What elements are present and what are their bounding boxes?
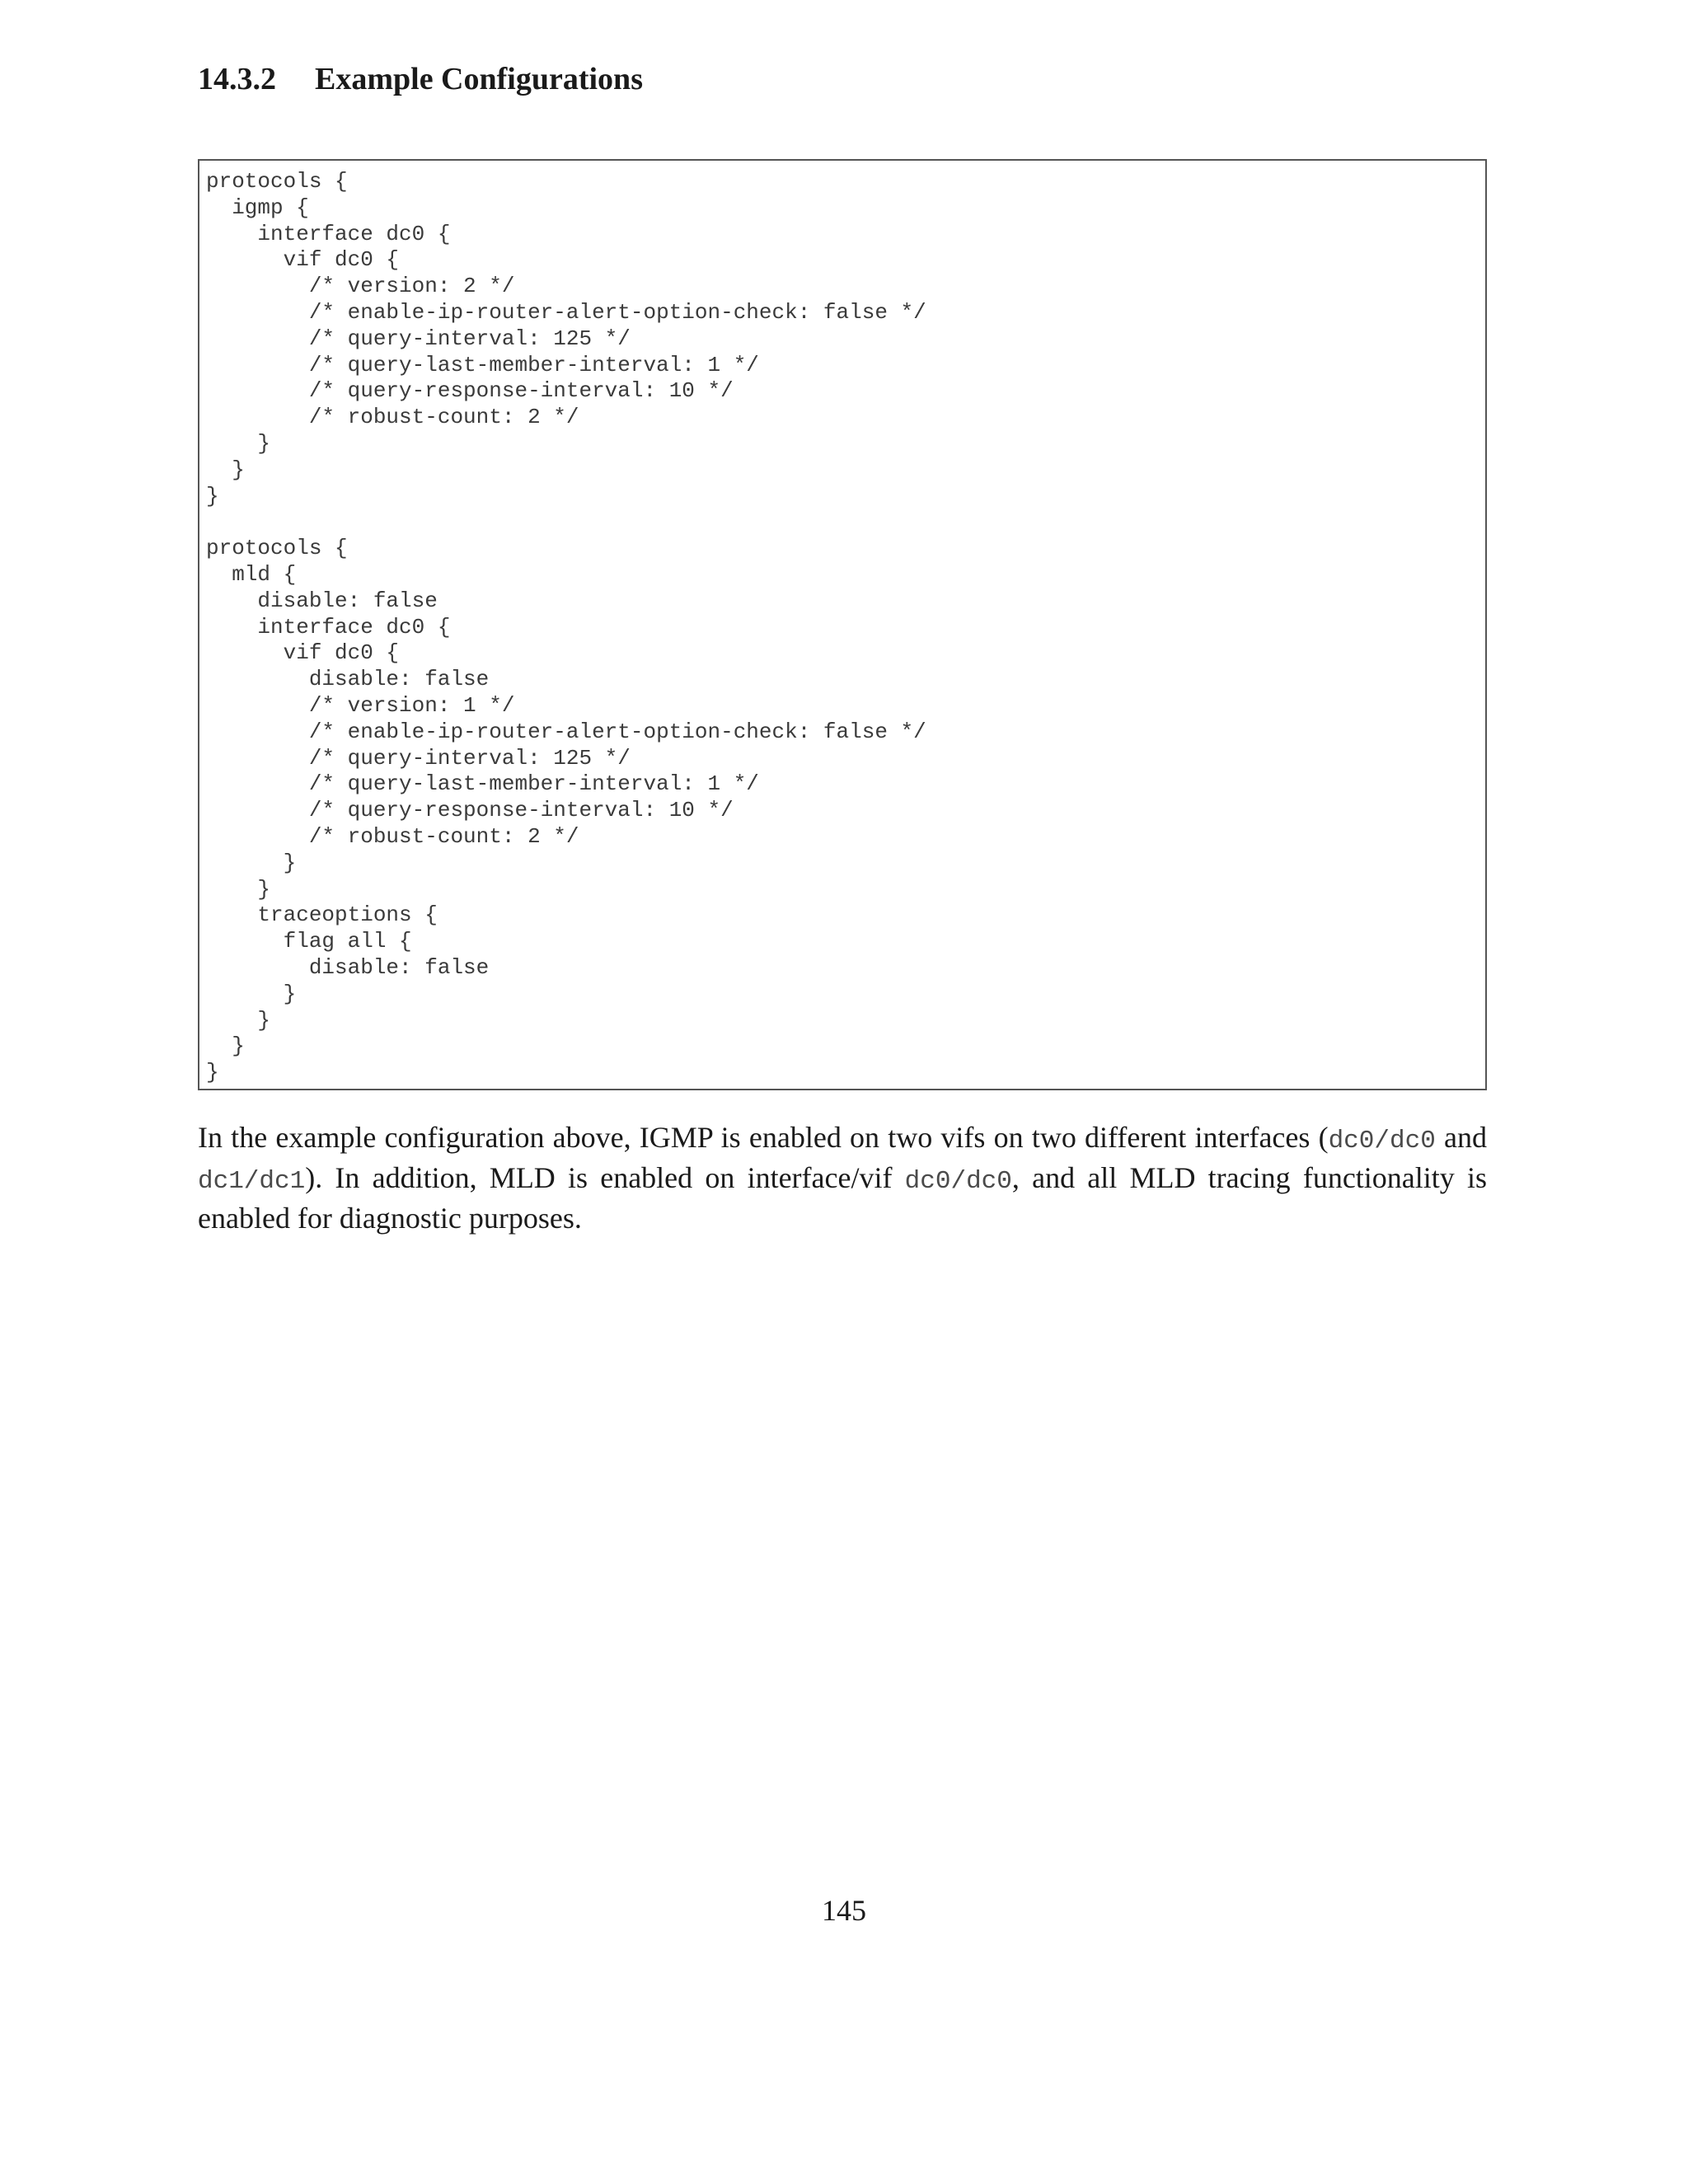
code-line: /* enable-ip-router-alert-option-check: false */	[206, 719, 926, 744]
code-line: /* query-last-member-interval: 1 */	[206, 352, 759, 377]
code-line: }	[206, 1033, 245, 1059]
code-line: /* query-interval: 125 */	[206, 326, 631, 351]
inline-code: dc0/dc0	[904, 1167, 1012, 1196]
code-line: flag all {	[206, 929, 412, 954]
code-line: interface dc0 {	[206, 614, 451, 640]
code-line: /* robust-count: 2 */	[206, 405, 579, 430]
code-line: /* robust-count: 2 */	[206, 823, 579, 849]
code-line: /* query-last-member-interval: 1 */	[206, 771, 759, 797]
code-line: interface dc0 {	[206, 221, 451, 246]
code-line: traceoptions {	[206, 902, 438, 928]
code-line: igmp {	[206, 194, 309, 220]
code-line: /* query-interval: 125 */	[206, 745, 631, 771]
paragraph-text: , and all MLD tracing functionality is enabled for diagnostic purposes.	[198, 1161, 1488, 1235]
code-line: vif dc0 {	[206, 247, 400, 273]
code-line: disable: false	[206, 954, 490, 980]
page-number: 145	[822, 1894, 866, 1927]
code-line: }	[206, 981, 297, 1006]
code-line: /* query-response-interval: 10 */	[206, 378, 734, 404]
code-line: }	[206, 457, 245, 482]
code-line: }	[206, 1007, 271, 1033]
paragraph-text: and	[1435, 1121, 1487, 1154]
code-line: disable: false	[206, 588, 438, 613]
code-listing	[198, 159, 1487, 1090]
code-line: }	[206, 1060, 219, 1085]
section-number: 14.3.2	[198, 62, 276, 96]
code-line: protocols {	[206, 536, 348, 561]
code-line: }	[206, 483, 219, 509]
code-line: }	[206, 430, 271, 456]
inline-code: dc0/dc0	[1328, 1127, 1436, 1155]
paragraph-text: ). In addition, MLD is enabled on interface/vif	[305, 1161, 905, 1194]
code-line	[206, 509, 1485, 536]
code-line: }	[206, 850, 297, 875]
code-line: vif dc0 {	[206, 640, 400, 666]
code-line: }	[206, 876, 271, 902]
paragraph-text: In the example configuration above, IGMP is enabled on two vifs on two different interfaces (	[198, 1121, 1329, 1154]
code-line: disable: false	[206, 667, 490, 692]
code-line: /* query-response-interval: 10 */	[206, 798, 734, 823]
code-line: protocols {	[206, 169, 348, 194]
body-paragraph	[198, 1119, 1487, 1237]
code-line: mld {	[206, 561, 297, 587]
code-line: /* version: 1 */	[206, 692, 515, 718]
code-line: /* version: 2 */	[206, 274, 515, 299]
section-title: Example Configurations	[315, 62, 643, 96]
section-heading	[198, 56, 643, 102]
inline-code: dc1/dc1	[198, 1167, 306, 1196]
code-line: /* enable-ip-router-alert-option-check: false */	[206, 299, 926, 325]
